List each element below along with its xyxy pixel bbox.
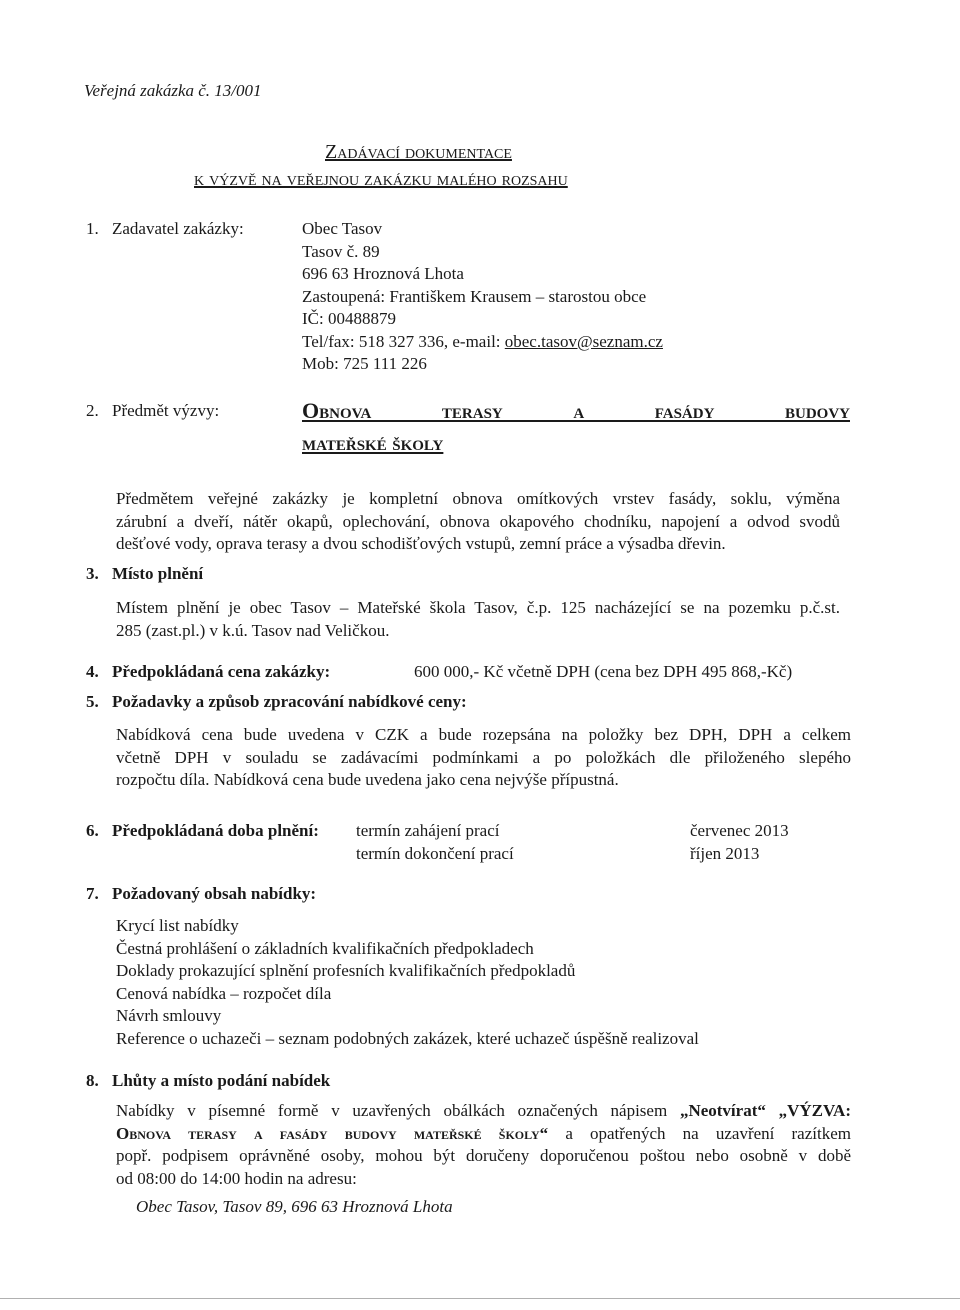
- subject-title-line1: Obnova terasy a fasády budovy: [302, 398, 850, 423]
- authority-representative: Zastoupená: Františkem Krausem – starostou obce: [302, 286, 647, 306]
- scan-edge-divider: [0, 1298, 960, 1299]
- section-5-heading: [86, 691, 467, 714]
- section-2-heading: [86, 400, 219, 423]
- document-title: Zadávací dokumentace: [325, 141, 512, 163]
- estimated-price: 600 000,- Kč včetně DPH (cena bez DPH 495 868,-Kč): [414, 662, 793, 681]
- paragraph-line: popř. podpisem oprávněné osoby, mohou být doručeny doporučenou poštou nebo osobně v době: [116, 1146, 851, 1165]
- section-4-heading: [86, 661, 330, 684]
- end-term-value: říjen 2013: [690, 844, 760, 863]
- text: Nabídky v písemné formě v uzavřených obálkách označených nápisem: [116, 1101, 680, 1120]
- list-item: Doklady prokazující splnění profesních kvalifikačních předpokladů: [116, 961, 576, 980]
- authority-contact: [302, 331, 663, 354]
- section-number: 7.: [86, 884, 99, 903]
- section-8-heading: [86, 1070, 330, 1093]
- authority-street: Tasov č. 89: [302, 241, 380, 261]
- section-number: 2.: [86, 401, 99, 420]
- start-term-label: termín zahájení prací: [356, 821, 500, 840]
- tel-text: Tel/fax: 518 327 336, e-mail:: [302, 331, 505, 351]
- paragraph-line: [116, 1100, 851, 1123]
- authority-city: 696 63 Hroznová Lhota: [302, 264, 464, 283]
- text: a opatřených na uzavření razítkem: [548, 1123, 851, 1143]
- section-number: 5.: [86, 692, 99, 711]
- section-label: Místo plnění: [112, 564, 204, 583]
- section-number: 6.: [86, 821, 99, 840]
- paragraph-line: [116, 1123, 851, 1146]
- authority-mobile: Mob: 725 111 226: [302, 354, 427, 373]
- paragraph-line: Předmětem veřejné zakázky je kompletní obnova omítkových vrstev fasády, soklu, výměna: [116, 489, 840, 508]
- document-reference: Veřejná zakázka č. 13/001: [84, 81, 262, 100]
- contracting-authority: [302, 218, 663, 376]
- start-term-value: červenec 2013: [690, 821, 789, 840]
- list-item: Návrh smlouvy: [116, 1006, 222, 1025]
- list-item: Cenová nabídka – rozpočet díla: [116, 983, 332, 1003]
- paragraph-line: Místem plnění je obec Tasov – Mateřské škola Tasov, č.p. 125 nacházející se na pozemku p.č.st.: [116, 598, 840, 617]
- authority-id: IČ: 00488879: [302, 309, 396, 328]
- authority-name: Obec Tasov: [302, 219, 383, 238]
- paragraph-line: rozpočtu díla. Nabídková cena bude uvedena jako cena nejvýše přípustná.: [116, 770, 619, 789]
- envelope-label: „Neotvírat“ „VÝZVA:: [679, 1101, 851, 1120]
- section-label: Lhůty a místo podání nabídek: [112, 1071, 331, 1090]
- email-link[interactable]: obec.tasov@seznam.cz: [504, 331, 663, 351]
- section-number: 4.: [86, 662, 99, 681]
- envelope-subject: Obnova terasy a fasády budovy mateřské školy“: [116, 1123, 549, 1143]
- end-term-label: termín dokončení prací: [356, 844, 514, 863]
- section-number: 8.: [86, 1071, 99, 1090]
- section-label: Požadovaný obsah nabídky:: [112, 884, 317, 903]
- subject-paragraph: [116, 488, 840, 556]
- section-1-heading: [86, 218, 244, 241]
- place-paragraph: [116, 597, 840, 642]
- section-number: 1.: [86, 219, 99, 238]
- subject-title-line2: mateřské školy: [302, 430, 444, 455]
- section-7-heading: [86, 883, 316, 906]
- section-number: 3.: [86, 564, 99, 583]
- section-6-heading: [86, 820, 319, 843]
- section-label: Požadavky a způsob zpracování nabídkové ceny:: [112, 692, 467, 711]
- submission-address: Obec Tasov, Tasov 89, 696 63 Hroznová Lhota: [136, 1197, 453, 1216]
- document-subtitle: k výzvě na veřejnou zakázku malého rozsahu: [194, 168, 568, 190]
- submission-paragraph: [116, 1100, 851, 1190]
- paragraph-line: 285 (zast.pl.) v k.ú. Tasov nad Veličkou.: [116, 620, 390, 640]
- section-label: Zadavatel zakázky:: [112, 219, 244, 238]
- section-label: Předpokládaná cena zakázky:: [112, 662, 331, 681]
- list-item: Reference o uchazeči – seznam podobných zakázek, které uchazeč úspěšně realizoval: [116, 1028, 699, 1048]
- section-3-heading: [86, 563, 203, 586]
- paragraph-line: od 08:00 do 14:00 hodin na adresu:: [116, 1168, 357, 1188]
- list-item: Čestná prohlášení o základních kvalifikačních předpokladech: [116, 938, 534, 958]
- price-paragraph: [116, 724, 851, 792]
- paragraph-line: Nabídková cena bude uvedena v CZK a bude rozepsána na položky bez DPH, DPH a celkem: [116, 725, 851, 744]
- paragraph-line: dešťové vody, oprava terasy a dvou schodišťových vstupů, zemní práce a výsadba dřevin.: [116, 534, 726, 553]
- section-label: Předpokládaná doba plnění:: [112, 821, 319, 840]
- paragraph-line: zárubní a dveří, nátěr okapů, oplechování, obnova okapového chodníku, napojení a odvod svodů: [116, 511, 840, 531]
- paragraph-line: včetně DPH v souladu se zadávacími podmínkami a po položkách dle přiloženého slepého: [116, 747, 851, 767]
- offer-contents-list: [116, 915, 699, 1050]
- section-label: Předmět výzvy:: [112, 401, 220, 420]
- list-item: Krycí list nabídky: [116, 916, 239, 935]
